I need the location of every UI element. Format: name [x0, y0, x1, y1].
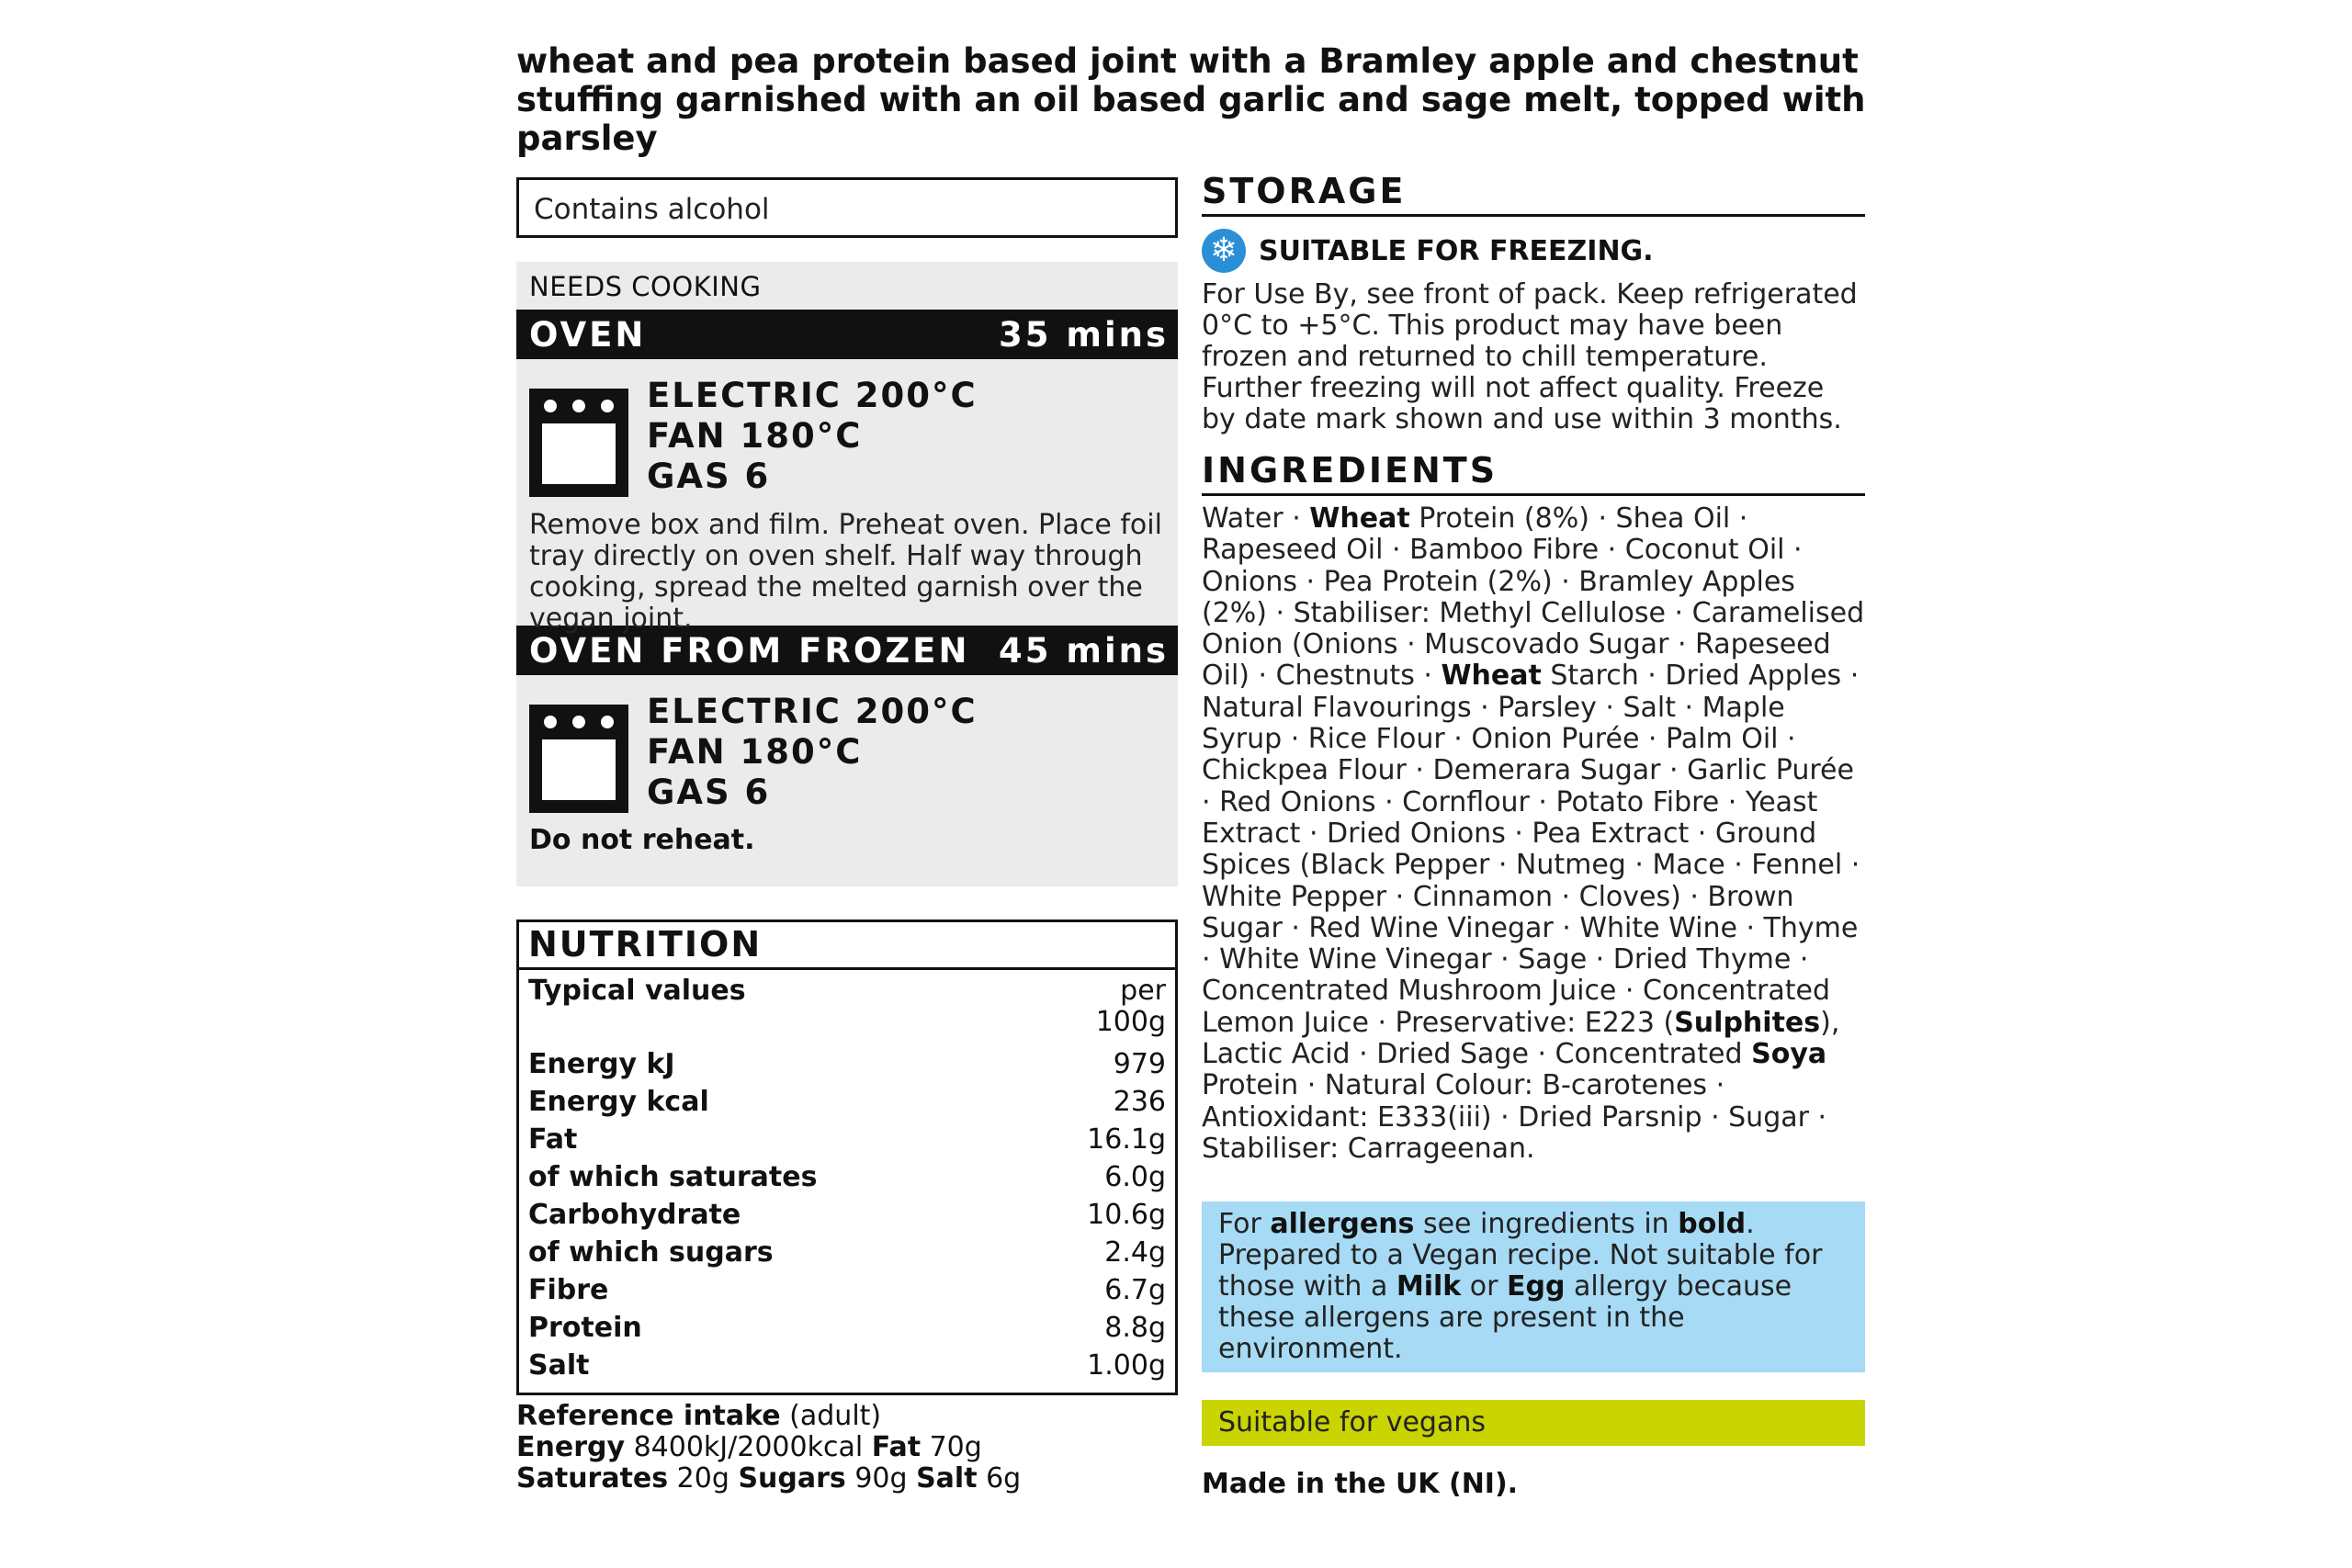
nutrition-row: Fibre 6.7g: [528, 1274, 1166, 1306]
alcohol-notice: Contains alcohol: [516, 177, 1178, 238]
ingredients-heading: INGREDIENTS: [1202, 448, 1865, 496]
snowflake-icon: ❄: [1202, 229, 1246, 273]
nutrition-row: Protein 8.8g: [528, 1312, 1166, 1344]
oven-bar: [516, 310, 1178, 359]
storage-text: For Use By, see front of pack. Keep refrigerated 0°C to +5°C. This product may have been frozen and returned to chill temperature. Further freezing will not affect quality. Freeze by date mark shown and use within 3 months.: [1202, 278, 1858, 435]
reference-intake: Reference intake (adult) Energy 8400kJ/2000kcal Fat 70g Saturates 20g Sugars 90g Salt 6g: [516, 1400, 1022, 1495]
ingredient-text: Protein (8%) · Shea Oil · Rapeseed Oil · Bamboo Fibre · Coconut Oil · Onions · Pea Protein (2%) · Bramley Apples (2%) · Stabiliser: Methyl Cellulose · Caramelised Onion (Onions · Muscovado Sugar · Rapeseed Oil) · Chestnuts ·: [1202, 502, 1865, 693]
temp-electric: ELECTRIC 200°C: [647, 376, 978, 415]
typical-values-row: [519, 970, 1175, 1045]
allergen-bold-text: Milk: [1396, 1270, 1462, 1303]
allergen-text: see ingredients in: [1414, 1208, 1679, 1241]
ingredient-text: Starch · Dried Apples · Natural Flavourings · Parsley · Salt · Maple Syrup · Rice Flour · Onion Purée · Palm Oil · Chickpea Flour · Demerara Sugar · Garlic Purée · Red Onions · Cornflour · Potato Fibre · Yeast Extract · Dried Onions · Pea Extract · Ground Spices (Black Pepper · Nutmeg · Mace · Fennel · White Pepper · Cinnamon · Cloves) · Brown Sugar · Red Wine Vinegar · White Wine · Thyme · White Wine Vinegar · Sage · Dried Thyme · Concentrated Mushroom Juice · Concentrated Lemon Juice · Preservative: E223 (: [1202, 660, 1860, 1039]
allergen-text: For: [1218, 1208, 1271, 1241]
allergen-advice: [1202, 1201, 1865, 1372]
frozen-settings: [516, 675, 1178, 817]
allergen-text: allergy because these allergens are present in the environment.: [1218, 1270, 1792, 1366]
nutrition-heading: NUTRITION: [519, 922, 1175, 970]
ingredient-text: Protein · Natural Colour: B-carotenes · Antioxidant: E333(iii) · Dried Parsnip · Sugar · Stabiliser: Carrageenan.: [1202, 1069, 1827, 1165]
frozen-bar: [516, 626, 1178, 675]
oven-temperatures: [647, 376, 978, 501]
per-100g-label: per 100g: [1095, 975, 1166, 1038]
right-column: [1202, 169, 1865, 1500]
allergen-text: or: [1461, 1270, 1507, 1303]
typical-values-label: Typical values: [528, 975, 746, 1007]
nutrition-row: of which saturates 6.0g: [528, 1161, 1166, 1193]
needs-cooking-label: NEEDS COOKING: [529, 271, 762, 302]
nutrition-row: Carbohydrate 10.6g: [528, 1199, 1166, 1231]
ingredient-bold-text: Wheat: [1309, 502, 1410, 535]
cooking-panel: [516, 262, 1178, 886]
nutrition-row: Fat 16.1g: [528, 1123, 1166, 1156]
nutrition-row: Salt 1.00g: [528, 1349, 1166, 1382]
oven-instructions: Remove box and film. Preheat oven. Place foil tray directly on oven shelf. Half way through cooking, spread the melted garnish over the vegan joint.: [529, 509, 1162, 635]
left-column: [516, 177, 1178, 1495]
oven-label: OVEN: [529, 314, 647, 355]
country-of-origin: Made in the UK (NI).: [1202, 1468, 1519, 1501]
allergen-bold-text: bold: [1678, 1208, 1747, 1241]
oven-settings: [516, 359, 1178, 501]
ingredient-text: Water ·: [1202, 502, 1310, 535]
oven-time: 35 mins: [999, 314, 1169, 355]
temp-electric: ELECTRIC 200°C: [647, 692, 978, 731]
ingredient-text: ), Lactic Acid · Dried Sage · Concentrated: [1202, 1006, 1840, 1071]
temp-gas: GAS 6: [647, 457, 771, 496]
nutrition-row: Energy kcal 236: [528, 1086, 1166, 1118]
oven-icon: [529, 705, 628, 813]
temp-gas: GAS 6: [647, 773, 771, 812]
product-description: wheat and pea protein based joint with a Bramley apple and chestnut stuffing garnished with an oil based garlic and sage melt, topped with parsley: [516, 41, 1866, 158]
no-reheat-note: Do not reheat.: [529, 824, 755, 856]
allergen-bold-text: Egg: [1507, 1270, 1566, 1303]
frozen-label: OVEN FROM FROZEN: [529, 630, 970, 671]
vegan-badge: Suitable for vegans: [1202, 1400, 1865, 1446]
ingredients-list: [1202, 503, 1865, 1165]
ingredient-bold-text: Sulphites: [1674, 1006, 1821, 1039]
ingredient-bold-text: Wheat: [1441, 660, 1542, 693]
oven-icon: [529, 389, 628, 497]
freezing-notice: [1202, 226, 1865, 276]
storage-heading: STORAGE: [1202, 169, 1865, 217]
freezing-label: SUITABLE FOR FREEZING.: [1259, 234, 1654, 267]
ingredient-bold-text: Soya: [1751, 1038, 1827, 1071]
allergen-bold-text: allergens: [1270, 1208, 1415, 1241]
allergen-text: . Prepared to a Vegan recipe. Not suitable for those with a: [1218, 1208, 1823, 1303]
frozen-temperatures: [647, 692, 978, 817]
nutrition-row: Energy kJ 979: [528, 1048, 1166, 1080]
temp-fan: FAN 180°C: [647, 416, 863, 456]
nutrition-table: [516, 919, 1178, 1395]
frozen-time: 45 mins: [999, 630, 1169, 671]
temp-fan: FAN 180°C: [647, 732, 863, 772]
nutrition-row: of which sugars 2.4g: [528, 1236, 1166, 1269]
